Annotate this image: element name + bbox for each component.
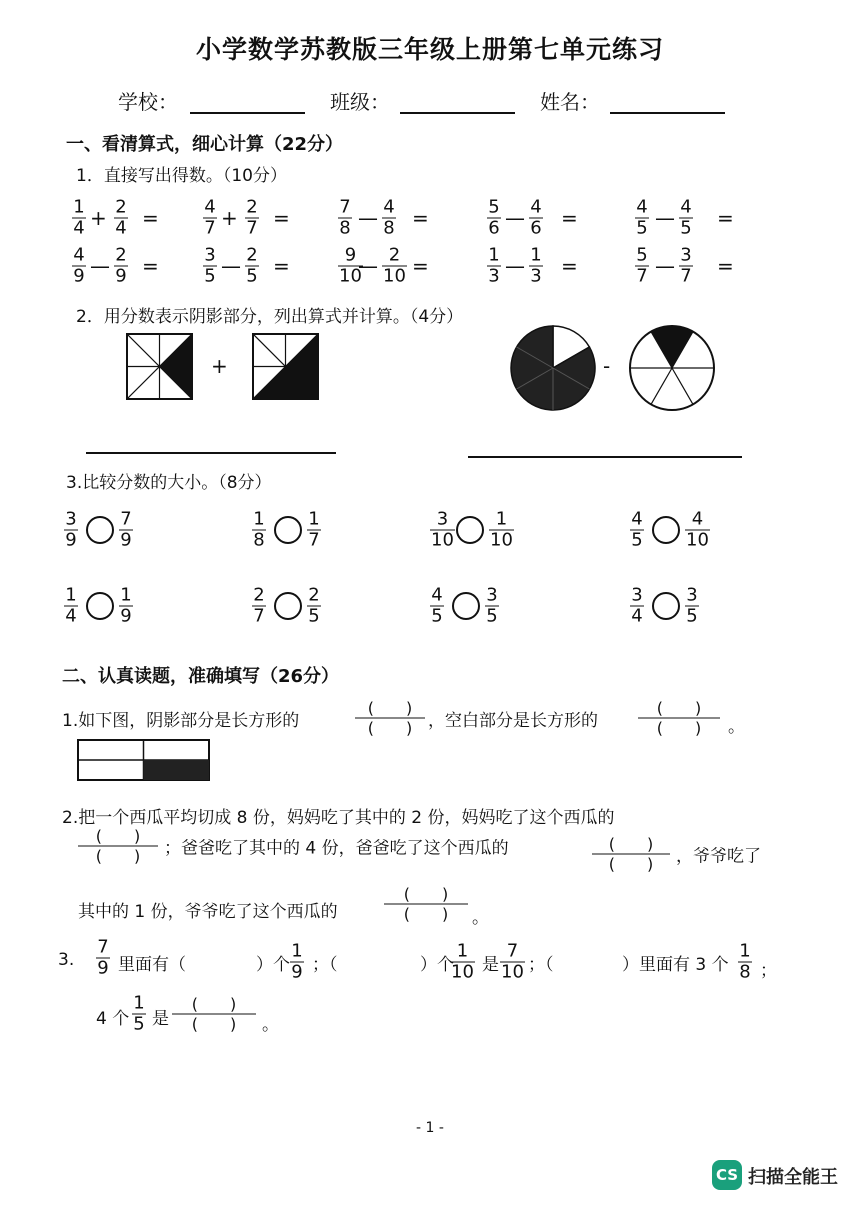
calc-frac-a: 1 3 bbox=[488, 244, 500, 287]
compare-frac-b: 1 10 bbox=[490, 508, 513, 551]
s2-q3-frac-6: 1 5 bbox=[133, 992, 145, 1035]
compare-frac-b: 3 5 bbox=[486, 584, 498, 627]
compare-circle[interactable] bbox=[652, 516, 680, 544]
calc-operator: + bbox=[221, 206, 238, 230]
calc-equals: = bbox=[561, 206, 578, 230]
calc-frac-a: 3 5 bbox=[204, 244, 216, 287]
compare-frac-b: 1 7 bbox=[308, 508, 320, 551]
calc-operator: — bbox=[655, 206, 675, 230]
q3-prompt: 3.比较分数的大小。（8分） bbox=[66, 473, 272, 493]
s2-q3-frac-2: 1 9 bbox=[291, 940, 303, 983]
rectangle-figure bbox=[76, 738, 211, 782]
s2-q3-blank[interactable]: ( ) ( ) bbox=[172, 995, 256, 1034]
calc-frac-b: 1 3 bbox=[530, 244, 542, 287]
compare-circle[interactable] bbox=[652, 592, 680, 620]
calc-operator: — bbox=[505, 206, 525, 230]
answer-line-1[interactable] bbox=[86, 452, 336, 454]
calc-equals: = bbox=[561, 254, 578, 278]
calc-frac-b: 2 9 bbox=[115, 244, 127, 287]
s2-q2-text-c: ，爷爷吃了 bbox=[676, 846, 761, 867]
compare-frac-b: 7 9 bbox=[120, 508, 132, 551]
page-title: 小学数学苏教版三年级上册第七单元练习 bbox=[195, 35, 664, 64]
calc-frac-a: 4 7 bbox=[204, 196, 216, 239]
compare-circle[interactable] bbox=[274, 516, 302, 544]
calc-frac-a: 5 7 bbox=[636, 244, 648, 287]
page-number: - 1 - bbox=[416, 1120, 444, 1136]
s2-q2-text-b: ；爸爸吃了其中的 4 份，爸爸吃了这个西瓜的 bbox=[164, 838, 509, 859]
s2-q2-text-e: 。 bbox=[472, 908, 489, 928]
calc-operator: — bbox=[221, 254, 241, 278]
calc-frac-b: 2 4 bbox=[115, 196, 127, 239]
calc-equals: = bbox=[273, 206, 290, 230]
calc-equals: = bbox=[717, 254, 734, 278]
calc-frac-a: 4 9 bbox=[73, 244, 85, 287]
compare-circle[interactable] bbox=[274, 592, 302, 620]
compare-frac-b: 3 5 bbox=[686, 584, 698, 627]
calc-frac-a: 1 4 bbox=[73, 196, 85, 239]
s2-q3-frac-3: 1 10 bbox=[451, 940, 474, 983]
school-label: 学校： bbox=[118, 90, 178, 114]
section-1-heading: 一、看清算式，细心计算（22分） bbox=[66, 134, 344, 155]
compare-circle[interactable] bbox=[452, 592, 480, 620]
compare-frac-b: 2 5 bbox=[308, 584, 320, 627]
compare-circle[interactable] bbox=[456, 516, 484, 544]
s2-q3-text-e: 是 bbox=[482, 955, 499, 975]
compare-frac-a: 4 5 bbox=[631, 508, 643, 551]
s2-q3-text-h: ）里面有 3 个 bbox=[622, 955, 729, 975]
square-figure-2 bbox=[253, 334, 318, 399]
q1-prompt: 1．直接写出得数。（10分） bbox=[76, 166, 287, 186]
calc-operator: — bbox=[505, 254, 525, 278]
s2-q3-text-i: ； bbox=[760, 961, 777, 981]
s2-q1-blank-2[interactable]: ( ) ( ) bbox=[638, 699, 720, 738]
class-field[interactable] bbox=[400, 112, 515, 114]
calc-equals: = bbox=[142, 254, 159, 278]
name-field[interactable] bbox=[610, 112, 725, 114]
compare-circle[interactable] bbox=[86, 516, 114, 544]
s2-q2-blank-1[interactable]: ( ) ( ) bbox=[78, 827, 158, 866]
compare-frac-a: 1 4 bbox=[65, 584, 77, 627]
answer-line-2[interactable] bbox=[468, 456, 742, 458]
calc-frac-a: 9 10 bbox=[339, 244, 362, 287]
calc-equals: = bbox=[717, 206, 734, 230]
compare-frac-a: 3 9 bbox=[65, 508, 77, 551]
calc-frac-a: 4 5 bbox=[636, 196, 648, 239]
s2-q2-blank-2[interactable]: ( ) ( ) bbox=[592, 835, 670, 874]
class-label: 班级： bbox=[330, 90, 390, 114]
school-field[interactable] bbox=[190, 112, 305, 114]
s2-q3-frac-4: 7 10 bbox=[501, 940, 524, 983]
s2-q3-text-a: 里面有（ bbox=[118, 955, 186, 975]
compare-frac-a: 4 5 bbox=[431, 584, 443, 627]
calc-frac-b: 3 7 bbox=[680, 244, 692, 287]
calc-frac-a: 7 8 bbox=[339, 196, 351, 239]
calc-equals: = bbox=[412, 254, 429, 278]
s2-q1-text-b: ，空白部分是长方形的 bbox=[428, 711, 598, 731]
s2-q3-text-g: ；（ bbox=[528, 955, 554, 975]
calc-frac-b: 4 5 bbox=[680, 196, 692, 239]
s2-q3-number: 3. bbox=[58, 950, 75, 970]
square-figure-1 bbox=[127, 334, 192, 399]
figure-minus: - bbox=[603, 354, 611, 378]
q2-prompt: 2．用分数表示阴影部分，列出算式并计算。（4分） bbox=[76, 307, 464, 327]
camscanner-logo-icon: CS bbox=[712, 1160, 742, 1190]
circle-figures bbox=[505, 322, 725, 414]
compare-frac-a: 2 7 bbox=[253, 584, 265, 627]
calc-frac-b: 2 10 bbox=[383, 244, 406, 287]
s2-q1-blank-1[interactable]: ( ) ( ) bbox=[355, 699, 425, 738]
s2-q1-text-c: 。 bbox=[728, 717, 745, 737]
s2-q3-text-b: ）个 bbox=[256, 955, 290, 975]
s2-q2-text-a: 2.把一个西瓜平均切成 8 份，妈妈吃了其中的 2 份，妈妈吃了这个西瓜的 bbox=[62, 808, 615, 828]
calc-equals: = bbox=[412, 206, 429, 230]
s2-q3-frac-5: 1 8 bbox=[739, 940, 751, 983]
calc-operator: — bbox=[90, 254, 110, 278]
circle-figure-2 bbox=[630, 326, 714, 410]
camscanner-brand: 扫描全能王 bbox=[748, 1167, 838, 1188]
s2-q3-text-j: 4 个 bbox=[96, 1009, 130, 1029]
name-label: 姓名： bbox=[540, 90, 600, 114]
s2-q3-text-l: 。 bbox=[262, 1015, 279, 1035]
s2-q3-text-d: ）个 bbox=[420, 955, 454, 975]
calc-frac-b: 4 6 bbox=[530, 196, 542, 239]
section-2-heading: 二、认真读题，准确填写（26分） bbox=[62, 666, 340, 687]
calc-operator: — bbox=[358, 206, 378, 230]
compare-frac-b: 4 10 bbox=[686, 508, 709, 551]
compare-circle[interactable] bbox=[86, 592, 114, 620]
s2-q2-text-d: 其中的 1 份，爷爷吃了这个西瓜的 bbox=[78, 902, 338, 922]
figure-plus: + bbox=[211, 354, 228, 378]
compare-frac-a: 3 10 bbox=[431, 508, 454, 551]
calc-frac-a: 5 6 bbox=[488, 196, 500, 239]
compare-frac-b: 1 9 bbox=[120, 584, 132, 627]
s2-q1-text-a: 1.如下图，阴影部分是长方形的 bbox=[62, 711, 300, 731]
s2-q3-text-c: ；（ bbox=[312, 955, 338, 975]
s2-q3-frac-1: 7 9 bbox=[97, 936, 109, 979]
calc-operator: — bbox=[655, 254, 675, 278]
calc-frac-b: 2 7 bbox=[246, 196, 258, 239]
calc-equals: = bbox=[142, 206, 159, 230]
calc-frac-b: 4 8 bbox=[383, 196, 395, 239]
calc-operator: + bbox=[90, 206, 107, 230]
circle-figure-1 bbox=[511, 326, 595, 410]
calc-equals: = bbox=[273, 254, 290, 278]
calc-frac-b: 2 5 bbox=[246, 244, 258, 287]
compare-frac-a: 3 4 bbox=[631, 584, 643, 627]
calc-operator: — bbox=[358, 254, 378, 278]
s2-q3-text-k: 是 bbox=[152, 1009, 169, 1029]
compare-frac-a: 1 8 bbox=[253, 508, 265, 551]
s2-q2-blank-3[interactable]: ( ) ( ) bbox=[384, 885, 468, 924]
